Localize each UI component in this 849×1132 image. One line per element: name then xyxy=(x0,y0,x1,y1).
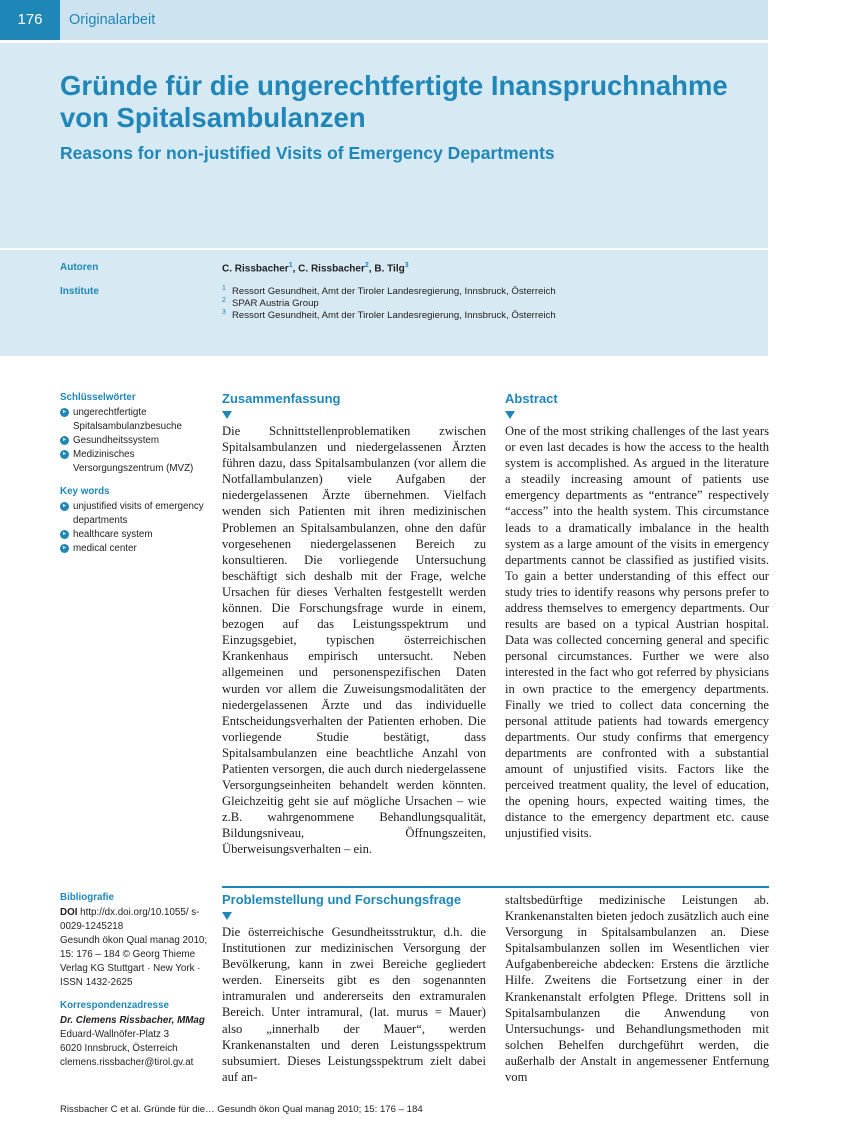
keyword-item: ▸ medical center xyxy=(60,542,208,556)
chevron-right-icon: ▸ xyxy=(60,544,69,553)
institute-line: $^3$ Ressort Gesundheit, Amt der Tiroler Landesregierung, Innsbruck, Österreich xyxy=(222,309,556,322)
author-affil: 2 xyxy=(364,262,369,269)
page-footer: Rissbacher C et al. Gründe für die… Gesundh ökon Qual manag 2010; 15: 176 – 184 xyxy=(60,1104,423,1115)
chevron-right-icon: ▸ xyxy=(60,450,69,459)
abstract-text: One of the most striking challenges of the last years or even last decades is how the access to the health system is accomplished. As argued in the literature a steadily increasing amount of patients use emergency departments as “entrance” respectively “access” into the health system. This circumstance leads to a dramatically imbalance in the health system as a large amount of the visits in emergency departments cannot be classified as justified visits. To gain a better understanding of this effect our study tries to identify reasons why persons prefer to address themselves to emergency departments. Our results are based on a typical Austrian hospital. Data was collected concerning general and specific personal circumstances. Further we were also interested in the fact who got referred by physicians in own practice to the emergency departments. Finally we tried to collect data concerning the personal attitude patients had towards emergency departments. Our study confirms that emergency departments are confronted with a substantial amount of unjustified visits. Factors like the perceived treatment quality, the level of education, the opening hours, expected waiting times, the distance to the emergency department etc. cause unjustified visits. xyxy=(505,424,769,841)
doi-link[interactable]: http://dx.doi.org/10.1055/ s-0029-1245218 xyxy=(60,907,200,932)
autoren-label: Autoren xyxy=(60,262,99,273)
article-title: Gründe für die ungerechtfertigte Inanspruchnahme von Spitalsambulanzen xyxy=(60,70,728,133)
page-number: 176 xyxy=(0,0,60,40)
author-name: C. Rissbacher xyxy=(298,263,365,275)
keywords-block xyxy=(60,391,208,556)
keyword-item: ▸ ungerechtfertigte Spitalsambulanzbesuche xyxy=(60,406,208,434)
address-line: Eduard-Wallnöfer-Platz 3 xyxy=(60,1029,170,1040)
problemstellung-heading: Problemstellung und Forschungsfrage xyxy=(222,892,462,907)
section-rule xyxy=(222,886,769,888)
problemstellung-text-right: staltsbedürftige medizinische Leistungen ab. Krankenanstalten bieten jedoch zusätzlich auch eine Versorgung in Spitalsambulanzen an. Diese Spitalsambulanzen sollen im Wesentlichen vier Aufgabenbereiche abdecken: Erstens die ärztliche Hilfe. Zweitens die Fortsetzung einer in der Krankenanstalt erfolgten Pflege. Drittens soll in Spitalsambulanzen die Anwendung von Untersuchungs- und Behandlungsmethoden mit solchen Behelfen durchgeführt werden, die außerhalb der Anstalt in angemessener Entfernung vom xyxy=(505,893,769,1085)
triangle-down-icon xyxy=(505,411,515,419)
author-list: C. Rissbacher$^1$, C. Rissbacher$^2$, B. Tilg$^3$ xyxy=(222,262,409,275)
korrespondenz-heading: Korrespondenzadresse xyxy=(60,1000,169,1011)
email-link[interactable]: clemens.rissbacher@tirol.gv.at xyxy=(60,1057,194,1068)
author-affil: 3 xyxy=(404,262,409,269)
article-subtitle: Reasons for non-justified Visits of Emergency Departments xyxy=(60,143,555,163)
abstract-heading: Abstract xyxy=(505,391,558,406)
zusammenfassung-heading: Zusammenfassung xyxy=(222,391,341,406)
keywords-heading: Key words xyxy=(60,486,110,497)
bibliography-block xyxy=(60,891,208,1070)
keyword-item: ▸ healthcare system xyxy=(60,528,208,542)
bibliografie-heading: Bibliografie xyxy=(60,892,114,903)
doi-line: DOI http://dx.doi.org/10.1055/ s-0029-1245218 xyxy=(60,907,200,932)
author-name: C. Rissbacher xyxy=(222,263,289,275)
author-name: B. Tilg xyxy=(374,263,405,275)
schluesselwoerter-heading: Schlüsselwörter xyxy=(60,392,136,403)
triangle-down-icon xyxy=(222,411,232,419)
institute-line: $^1$ Ressort Gesundheit, Amt der Tiroler Landesregierung, Innsbruck, Österreich xyxy=(222,285,556,298)
institute-label: Institute xyxy=(60,286,99,297)
author-affil: 1 xyxy=(288,262,293,269)
address-line: 6020 Innsbruck, Österreich xyxy=(60,1043,178,1054)
correspondent-name: Dr. Clemens Rissbacher, MMag xyxy=(60,1015,205,1026)
keyword-item: ▸ unjustified visits of emergency departments xyxy=(60,500,208,528)
citation: Gesundh ökon Qual manag 2010; 15: 176 – 184 © Georg Thieme Verlag KG Stuttgart · New York · ISSN 1432-2625 xyxy=(60,935,208,988)
institute-line: $^2$ SPAR Austria Group xyxy=(222,297,319,310)
triangle-down-icon xyxy=(222,912,232,920)
zusammenfassung-text: Die Schnittstellenproblematiken zwischen Spitalsambulanzen und niedergelassenen Ärzten führen dazu, dass Spitalsambulanzen (vor allem die Notfallambulanzen) viele Aufgaben der niedergelassenen Ärzte übernehmen. Vielfach wenden sich Patienten mit ihren medizinischen Problemen an Spitalsambulanzen, ohne den dafür vorgesehenen niedergelassenen Bereich zu konsultieren. Die vorliegende Untersuchung beschäftigt sich deshalb mit der Frage, welche Ursachen für dieses Verhalten festgestellt werden können. Die Forschungsfrage wurde in einem, bezogen auf das Leistungsspektrum und Einzugsgebiet, typischen österreichischen Krankenhaus empirisch untersucht. Neben allgemeinen und personenspezifischen Daten wurden vor allem die Zuweisungsmodalitäten der niedergelassenen Ärzte und das individuelle Entscheidungsverhalten der Patienten erhoben. Die vorliegende Studie bestätigt, dass Spitalsambulanzen eine beachtliche Anzahl von Patienten versorgen, die auch durch niedergelassene Versorgungseinheiten behandelt werden könnten. Gleichzeitig geht sie auf mögliche Ursachen – wie z.B. wahrgenommene Behandlungsqualität, Bildungsniveau, Öffnungszeiten, Überweisungsverhalten – ein. xyxy=(222,424,486,857)
keyword-item: ▸ Gesundheitssystem xyxy=(60,434,208,448)
chevron-right-icon: ▸ xyxy=(60,436,69,445)
keyword-item: ▸ Medizinisches Versorgungszentrum (MVZ) xyxy=(60,448,208,476)
chevron-right-icon: ▸ xyxy=(60,408,69,417)
problemstellung-text-left: Die österreichische Gesundheitsstruktur, d.h. die Institutionen zur medizinischen Versorgung der Bevölkerung, kann in zwei Bereiche gegliedert werden. Einerseits gibt es den sogenannten intramuralen und andererseits den extramuralen Bereich. Unter intramural, (lat. murus = Mauer) also „innerhalb der Mauer“, werden Krankenanstalten und deren Leistungsspektrum subsumiert. Dieses Leistungsspektrum zielt dabei auf an- xyxy=(222,925,486,1084)
chevron-right-icon: ▸ xyxy=(60,502,69,511)
chevron-right-icon: ▸ xyxy=(60,530,69,539)
section-label: Originalarbeit xyxy=(69,12,156,28)
